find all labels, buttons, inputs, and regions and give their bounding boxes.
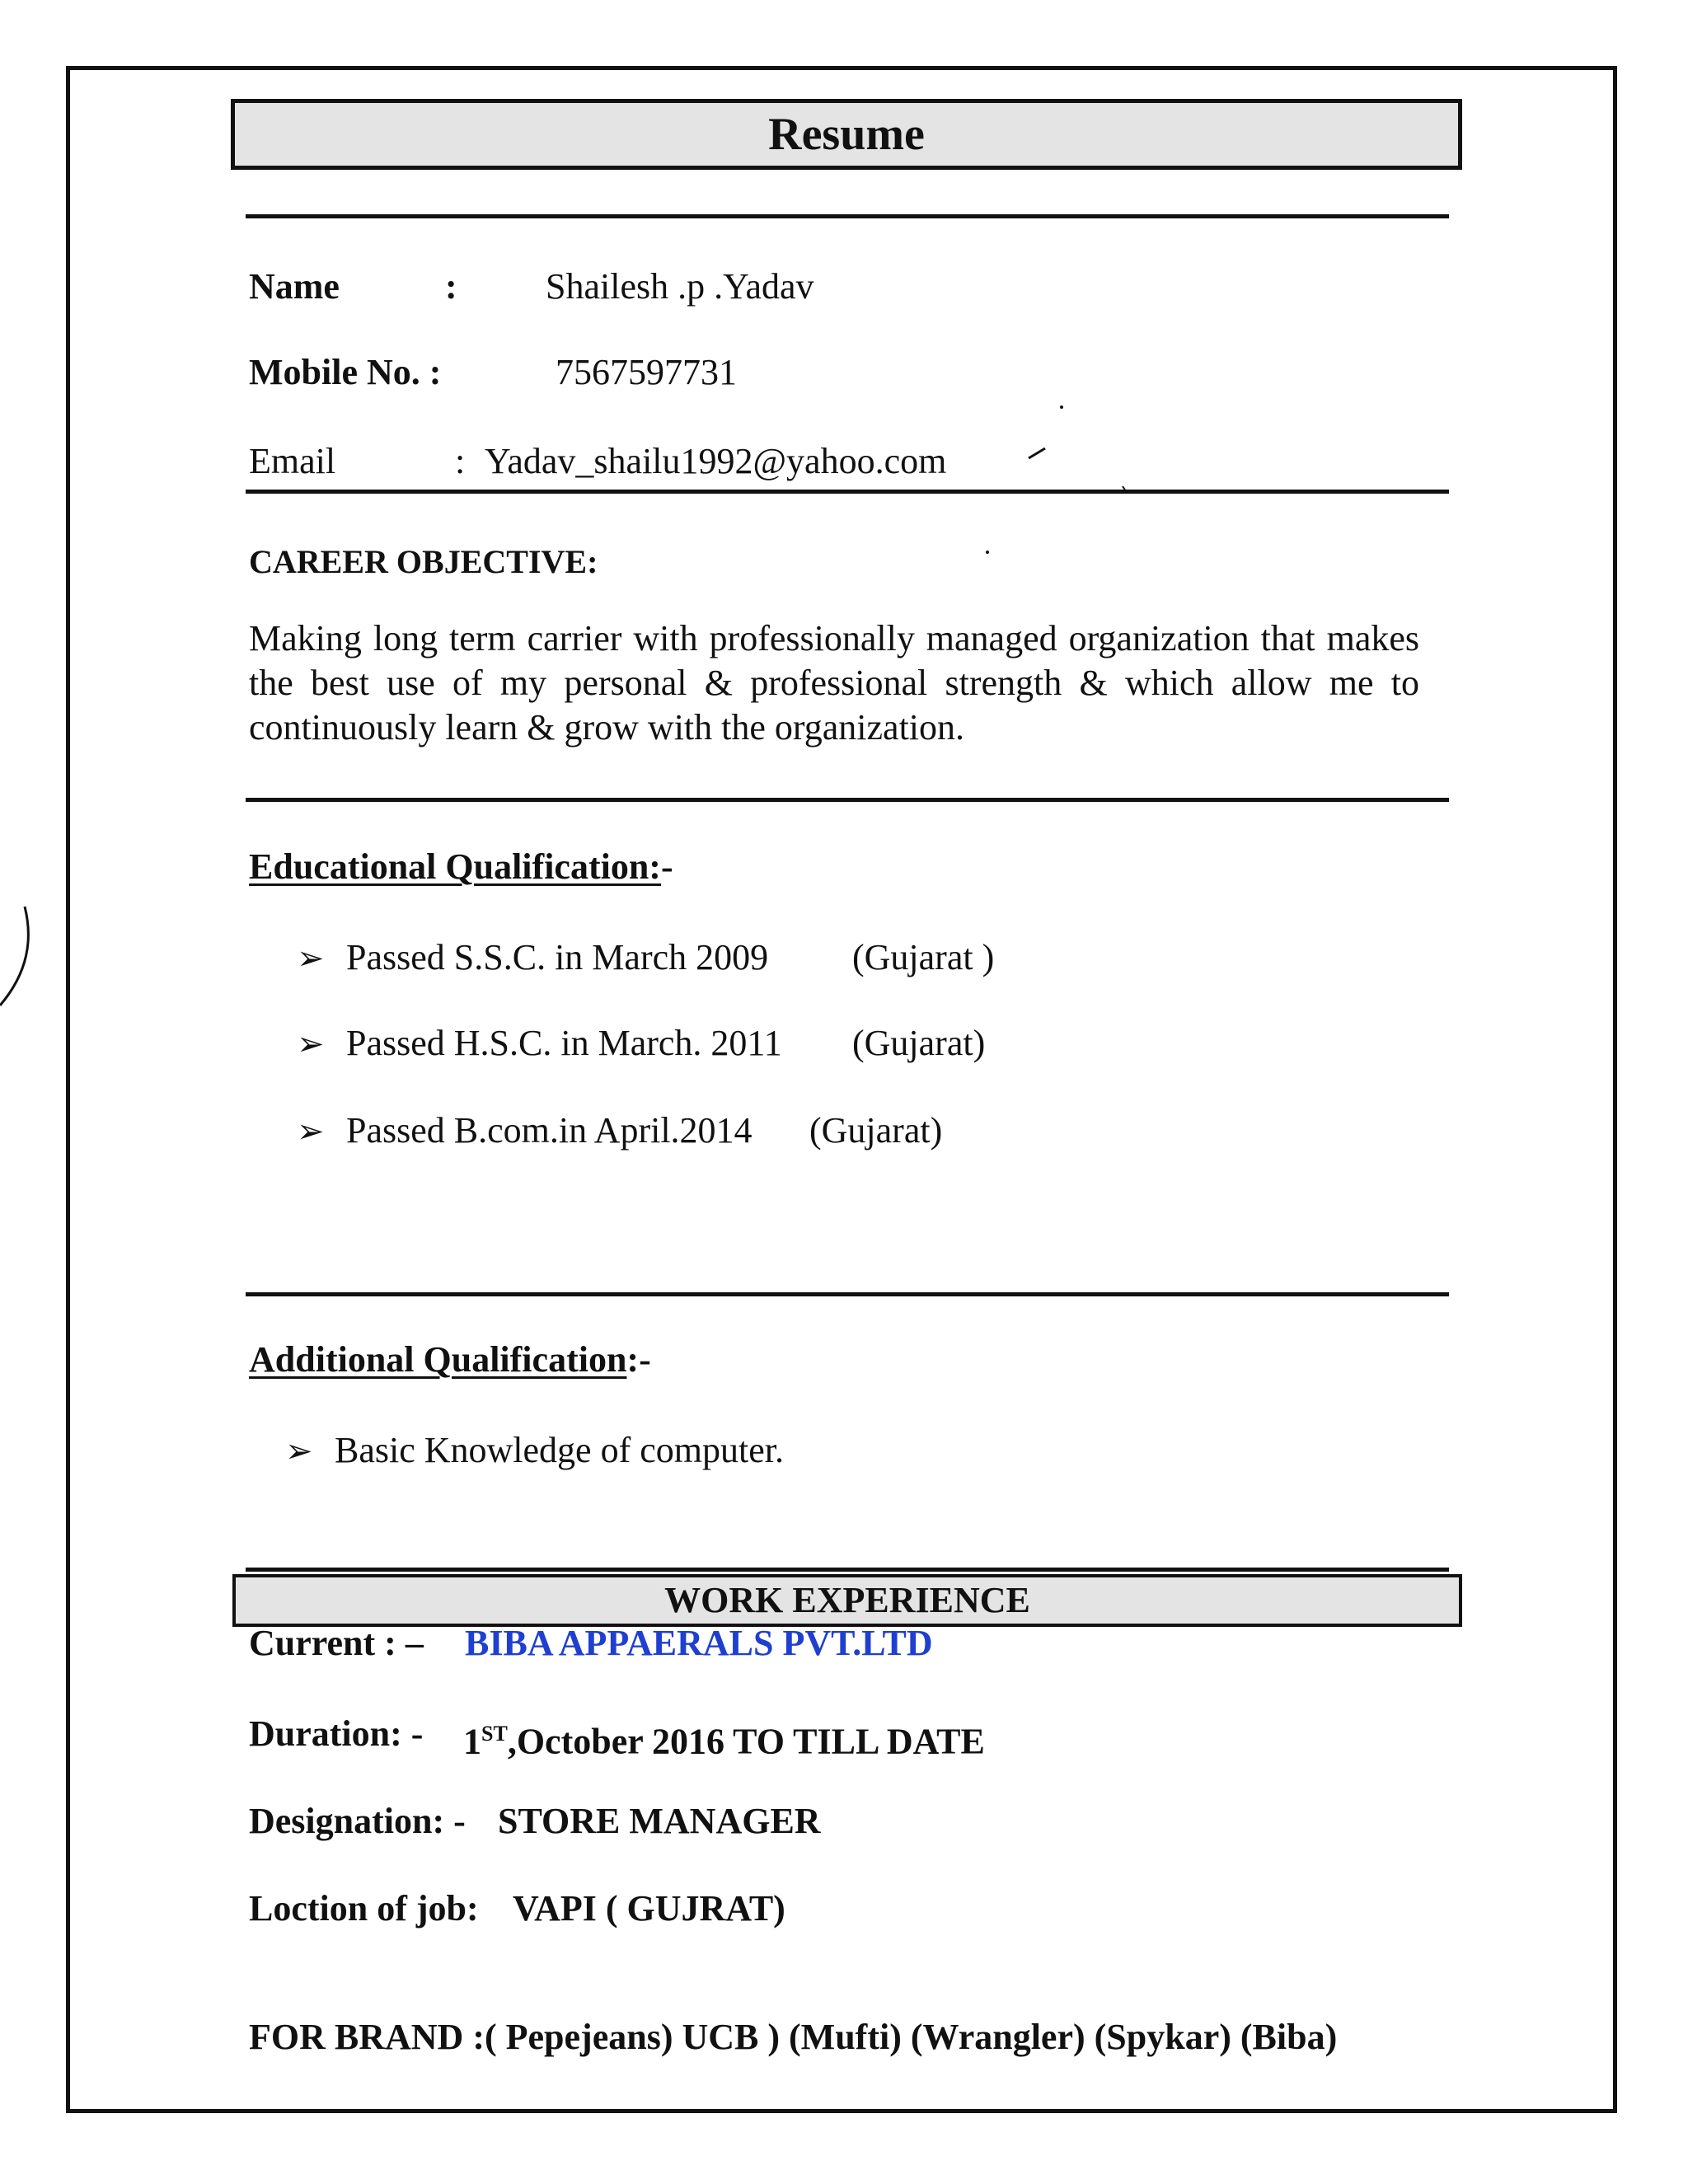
- duration-day: 1: [463, 1721, 481, 1762]
- arrow-bullet-icon: ➢: [297, 940, 325, 977]
- additional-item-text: Basic Knowledge of computer.: [335, 1430, 784, 1470]
- education-item-state: (Gujarat): [852, 1023, 986, 1063]
- name-label: Name: [249, 266, 340, 307]
- page-title: Resume: [231, 99, 1462, 170]
- work-experience-heading: WORK EXPERIENCE: [232, 1574, 1462, 1627]
- designation-value: STORE MANAGER: [498, 1801, 821, 1841]
- location-value: VAPI ( GUJRAT): [513, 1888, 785, 1929]
- education-heading-suffix: -: [660, 846, 673, 887]
- designation-label: Designation: -: [249, 1801, 466, 1841]
- current-label: Current : –: [249, 1623, 424, 1663]
- email-label: Email: [249, 441, 336, 481]
- duration-label: Duration: -: [249, 1713, 424, 1754]
- name-separator: :: [445, 266, 457, 307]
- duration-suffix: ST: [481, 1722, 508, 1746]
- arrow-bullet-icon: ➢: [297, 1113, 325, 1150]
- mobile-label: Mobile No. :: [249, 352, 442, 392]
- current-employer: BIBA APPAERALS PVT.LTD: [465, 1623, 933, 1663]
- education-item-state: (Gujarat ): [852, 937, 995, 977]
- additional-heading-suffix: :-: [626, 1339, 651, 1380]
- name-value: Shailesh .p .Yadav: [546, 266, 814, 307]
- duration-rest: ,October 2016 TO TILL DATE: [507, 1721, 985, 1762]
- education-item-state: (Gujarat): [809, 1110, 943, 1151]
- arrow-bullet-icon: ➢: [297, 1025, 325, 1062]
- mobile-value: 7567597731: [556, 352, 737, 392]
- education-item-text: Passed B.com.in April.2014: [346, 1110, 753, 1151]
- career-text: Making long term carrier with professionally managed organization that makes the best use of my personal & professional strength & which allow me to continuously learn & grow with the organization.: [249, 618, 1419, 748]
- arrow-bullet-icon: ➢: [285, 1432, 313, 1469]
- career-heading: CAREER OBJECTIVE:: [249, 543, 598, 580]
- email-separator: :: [455, 441, 466, 481]
- education-item-text: Passed H.S.C. in March. 2011: [346, 1023, 782, 1063]
- location-label: Loction of job:: [249, 1888, 479, 1929]
- brand-line: FOR BRAND :( Pepejeans) UCB ) (Mufti) (Wrangler) (Spykar) (Biba): [249, 2017, 1338, 2057]
- email-value: Yadav_shailu1992@yahoo.com: [485, 441, 947, 481]
- education-item-text: Passed S.S.C. in March 2009: [346, 937, 769, 977]
- education-heading-text: Educational Qualification:: [249, 846, 661, 887]
- additional-heading-text: Additional Qualification: [249, 1339, 627, 1380]
